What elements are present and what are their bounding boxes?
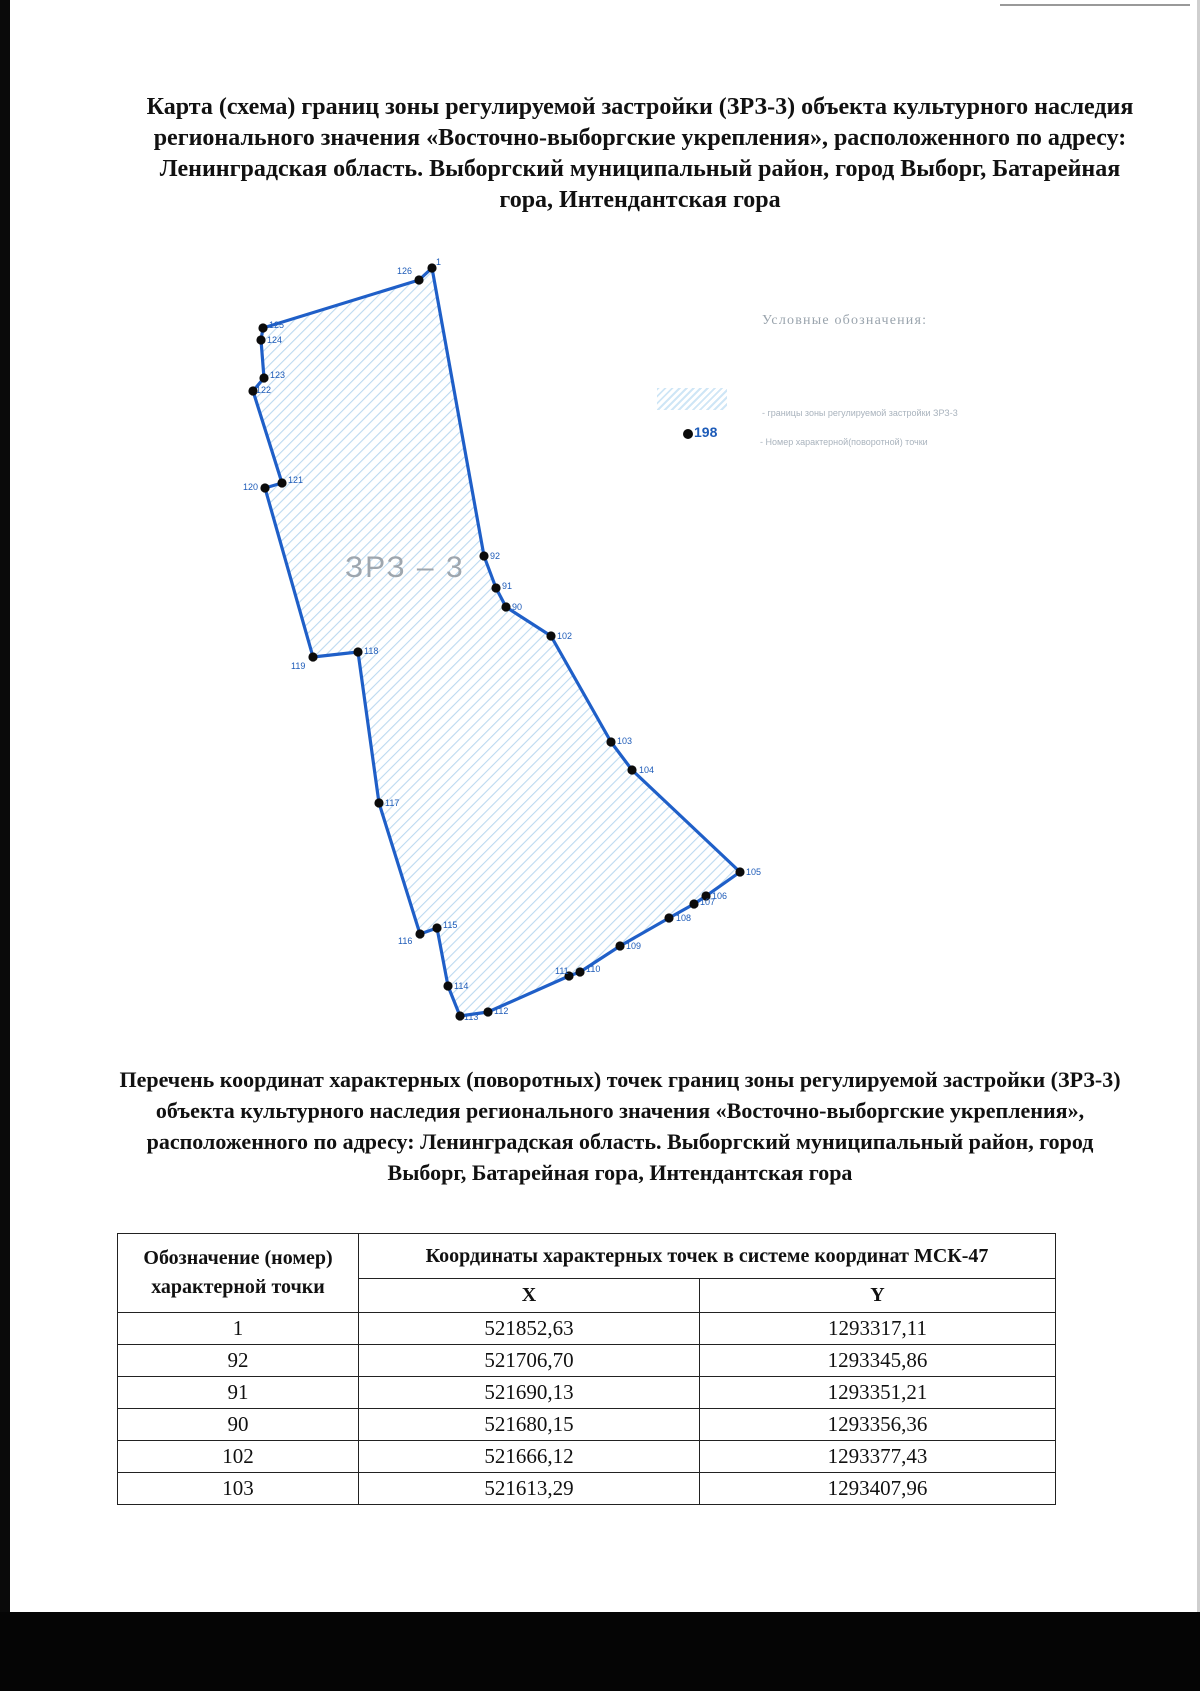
boundary-point-116 — [415, 929, 424, 938]
point-label-109: 109 — [626, 941, 642, 951]
point-label-126: 126 — [397, 266, 413, 276]
point-label-110: 110 — [586, 964, 601, 974]
point-label-122: 122 — [256, 385, 272, 395]
column-header-x: X — [359, 1279, 700, 1313]
boundary-point-92 — [479, 551, 488, 560]
x-value: 521666,12 — [359, 1441, 700, 1473]
legend-hatch-swatch — [657, 388, 727, 410]
point-label-91: 91 — [502, 581, 513, 591]
point-label-125: 125 — [269, 320, 285, 330]
point-label-121: 121 — [288, 475, 304, 485]
boundary-point-114 — [443, 981, 452, 990]
x-value: 521852,63 — [359, 1313, 700, 1345]
point-number: 1 — [118, 1313, 359, 1345]
legend-zone-desc: - границы зоны регулируемой застройки ЗРЗ-3 — [762, 408, 958, 418]
zone-boundary — [253, 268, 740, 1016]
point-label-124: 124 — [267, 335, 283, 345]
legend-point-number: 198 — [694, 424, 718, 440]
boundary-point-109 — [615, 941, 624, 950]
point-label-123: 123 — [270, 370, 286, 380]
point-label-102: 102 — [557, 631, 573, 641]
point-number: 102 — [118, 1441, 359, 1473]
y-value: 1293345,86 — [700, 1345, 1056, 1377]
boundary-point-103 — [606, 737, 615, 746]
boundary-point-105 — [735, 867, 744, 876]
column-header-point: Обозначение (номер) характерной точки — [118, 1234, 359, 1313]
point-label-113: 113 — [464, 1012, 479, 1022]
point-label-90: 90 — [512, 602, 523, 612]
column-header-y: Y — [700, 1279, 1056, 1313]
y-value: 1293356,36 — [700, 1409, 1056, 1441]
point-label-92: 92 — [490, 551, 501, 561]
point-label-114: 114 — [454, 981, 469, 991]
boundary-point-110 — [575, 967, 584, 976]
boundary-point-91 — [491, 583, 500, 592]
boundary-point-120 — [260, 483, 269, 492]
table-row — [118, 1441, 1056, 1473]
boundary-point-123 — [259, 373, 268, 382]
boundary-point-107 — [689, 899, 698, 908]
boundary-point-104 — [627, 765, 636, 774]
point-label-106: 106 — [712, 891, 728, 901]
point-label-115: 115 — [443, 920, 458, 930]
table-row — [118, 1473, 1056, 1505]
boundary-point-90 — [501, 602, 510, 611]
point-label-1: 1 — [436, 257, 442, 267]
coordinates-list-title: Перечень координат характерных (поворотных) точек границ зоны регулируемой застройки (ЗРЗ-3) объекта культурного наследия регионального значения «Восточно-выборгские укрепления», расположенного по адресу: Ленинградская область. Выборгский муниципальный район, город Выборг, Батарейная гора, Интендантская гора — [119, 1067, 1121, 1185]
point-label-108: 108 — [676, 913, 692, 923]
point-label-104: 104 — [639, 765, 655, 775]
point-number: 91 — [118, 1377, 359, 1409]
legend-title: Условные обозначения: — [762, 313, 928, 328]
point-label-112: 112 — [494, 1006, 509, 1016]
y-value: 1293407,96 — [700, 1473, 1056, 1505]
boundary-point-112 — [483, 1007, 492, 1016]
boundary-point-118 — [353, 647, 362, 656]
column-header-coordinates: Координаты характерных точек в системе координат МСК-47 — [359, 1234, 1056, 1279]
y-value: 1293317,11 — [700, 1313, 1056, 1345]
coordinates-table — [117, 1233, 1056, 1505]
x-value: 521680,15 — [359, 1409, 700, 1441]
point-label-105: 105 — [746, 867, 762, 877]
x-value: 521690,13 — [359, 1377, 700, 1409]
boundary-point-126 — [414, 275, 423, 284]
x-value: 521706,70 — [359, 1345, 700, 1377]
boundary-point-121 — [277, 478, 286, 487]
boundary-point-124 — [256, 335, 265, 344]
boundary-point-108 — [664, 913, 673, 922]
point-label-118: 118 — [364, 646, 379, 656]
table-row — [118, 1313, 1056, 1345]
boundary-point-115 — [432, 923, 441, 932]
table-row — [118, 1345, 1056, 1377]
boundary-point-102 — [546, 631, 555, 640]
legend-point-marker — [683, 429, 693, 439]
point-label-117: 117 — [385, 798, 400, 808]
point-number: 90 — [118, 1409, 359, 1441]
point-label-111: 111 — [555, 966, 569, 976]
table-row — [118, 1409, 1056, 1441]
x-value: 521613,29 — [359, 1473, 700, 1505]
point-label-103: 103 — [617, 736, 633, 746]
y-value: 1293377,43 — [700, 1441, 1056, 1473]
point-label-120: 120 — [243, 482, 259, 492]
point-label-119: 119 — [291, 661, 306, 671]
table-row — [118, 1377, 1056, 1409]
document-title: Карта (схема) границ зоны регулируемой застройки (ЗРЗ-3) объекта культурного наследия регионального значения «Восточно-выборгские укрепления», расположенного по адресу: Ленинградская область. Выборгский муниципальный район, город Выборг, Батарейная гора, Интендантская гора — [146, 94, 1134, 213]
zone-label: ЗРЗ – 3 — [345, 551, 465, 584]
boundary-point-125 — [258, 323, 267, 332]
legend-point-desc: - Номер характерной(поворотной) точки — [760, 437, 928, 447]
scan-edge-bottom — [0, 1612, 1200, 1691]
point-number: 103 — [118, 1473, 359, 1505]
y-value: 1293351,21 — [700, 1377, 1056, 1409]
boundary-point-117 — [374, 798, 383, 807]
point-label-107: 107 — [700, 897, 716, 907]
point-label-116: 116 — [398, 936, 413, 946]
boundary-point-119 — [308, 652, 317, 661]
point-number: 92 — [118, 1345, 359, 1377]
